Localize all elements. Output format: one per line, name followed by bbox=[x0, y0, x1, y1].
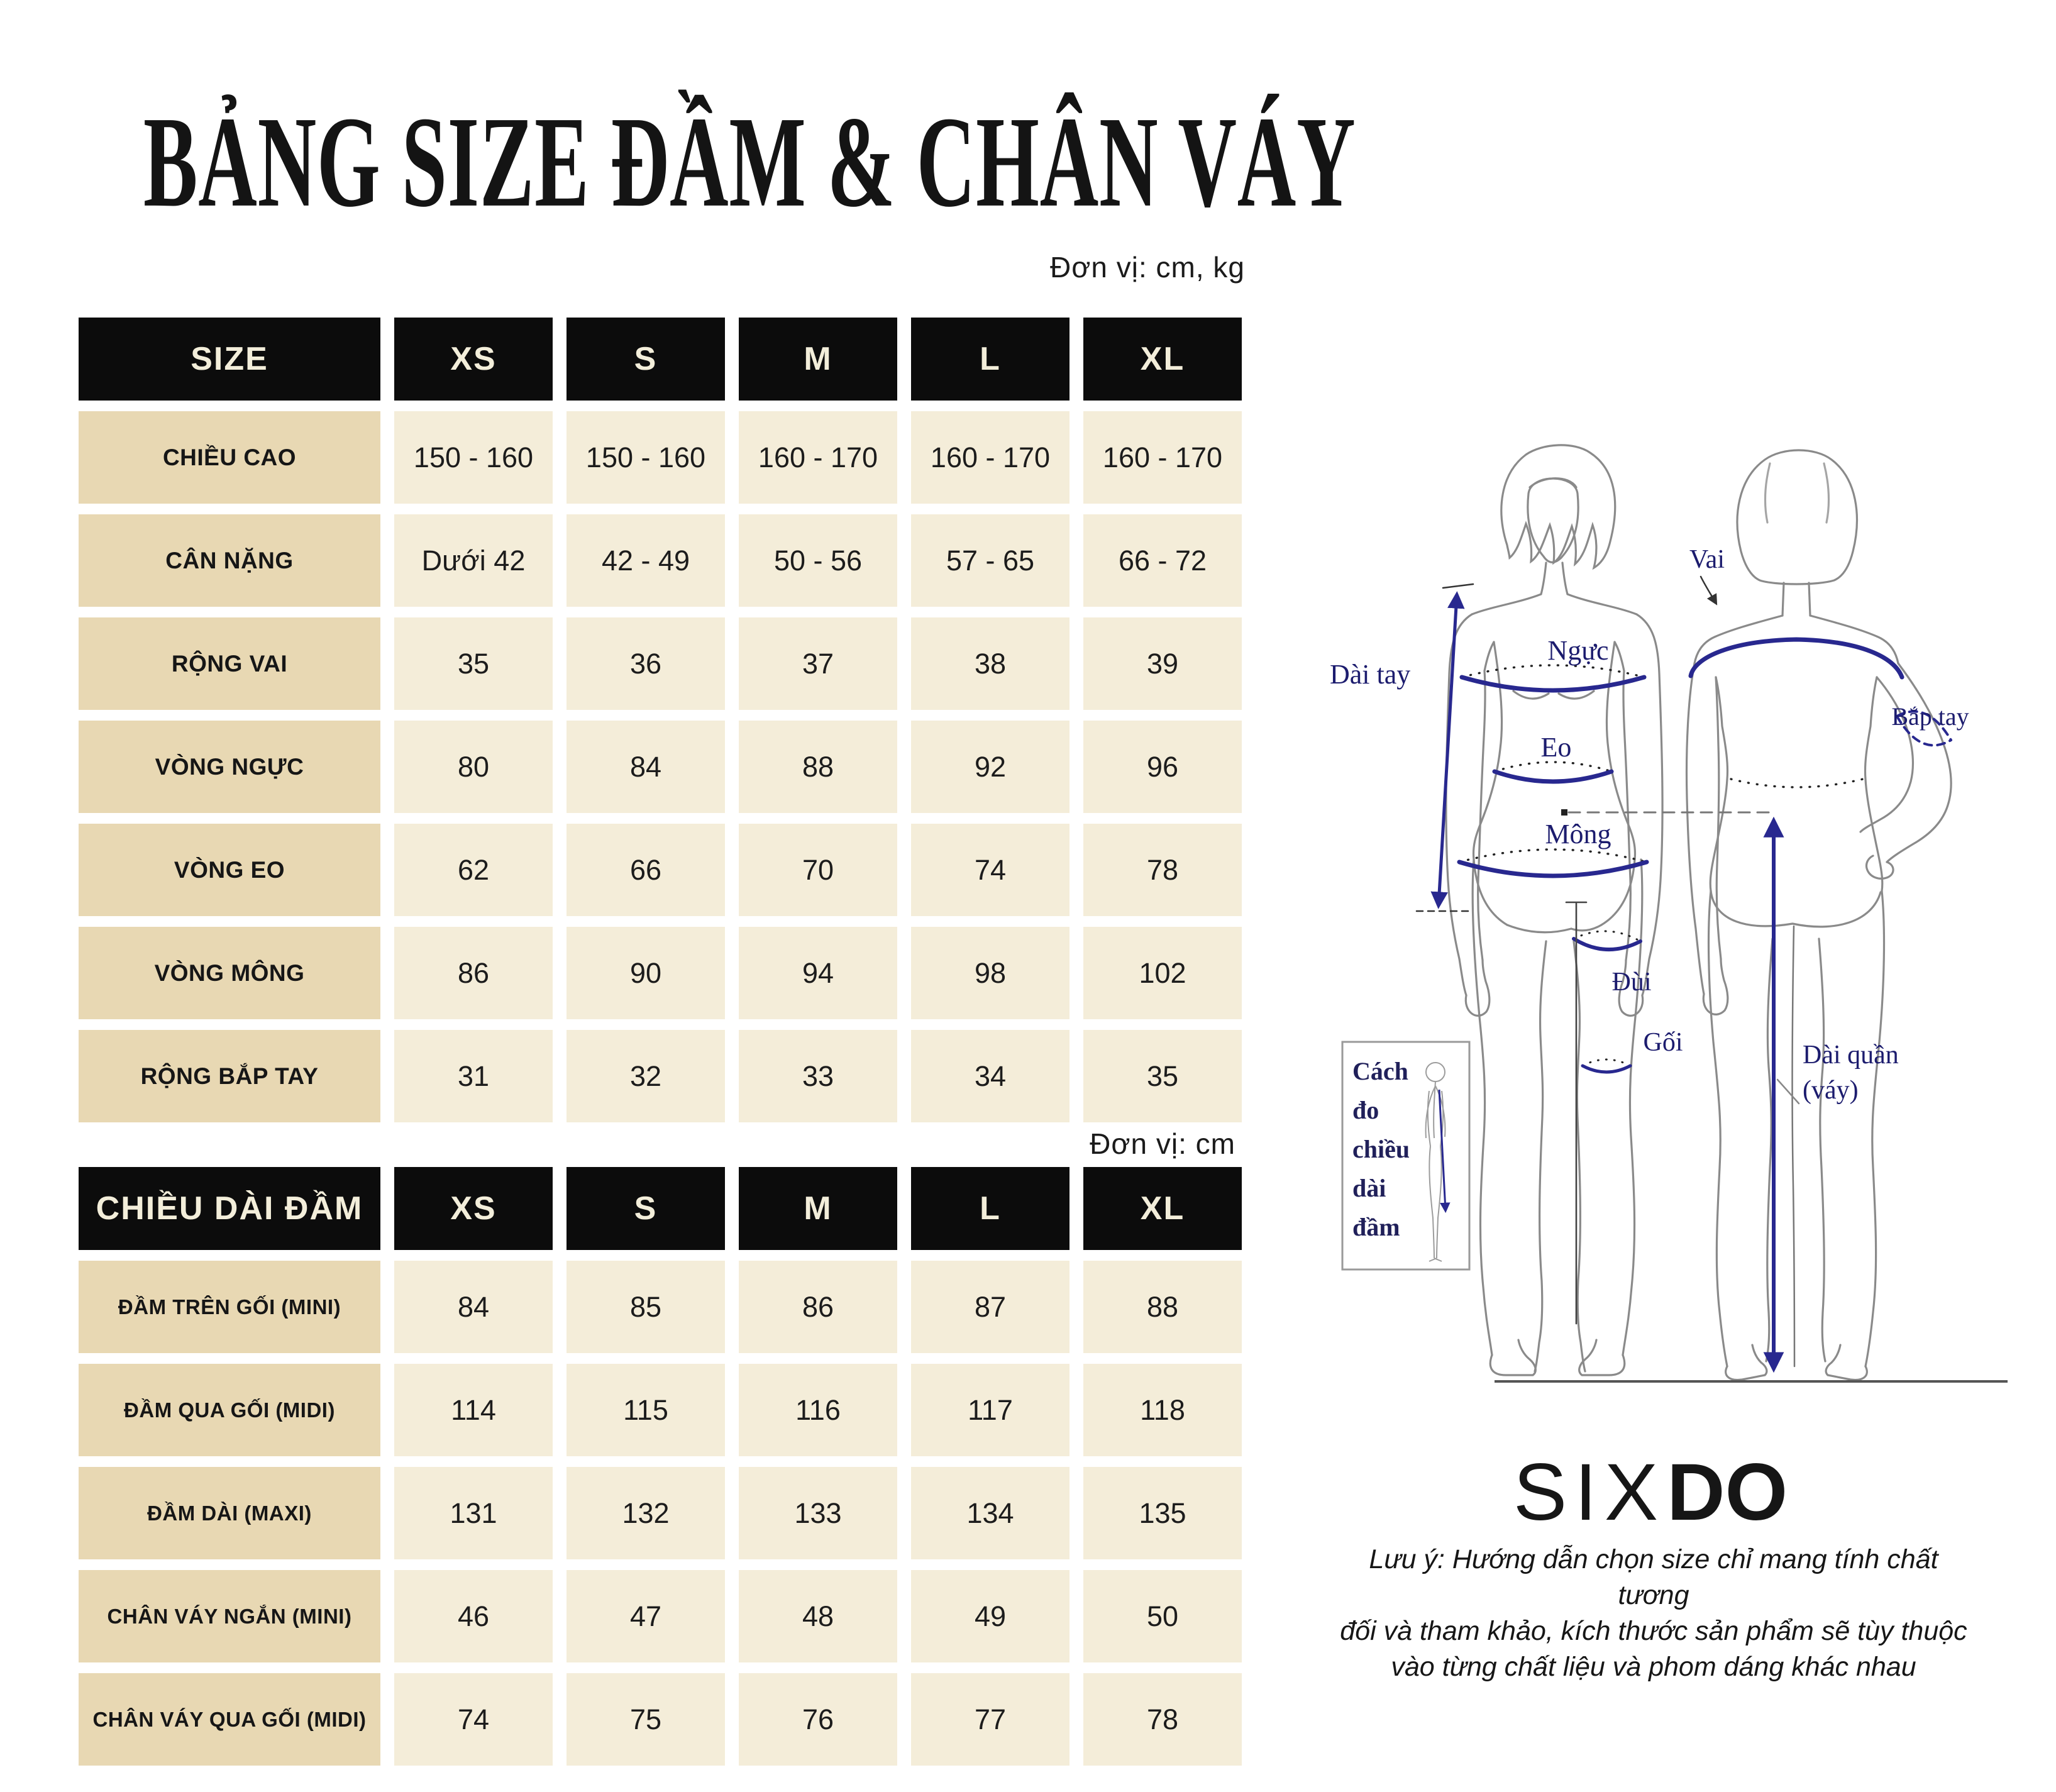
value-cell: 77 bbox=[911, 1673, 1069, 1766]
label-dai-quan-1: Dài quần bbox=[1803, 1041, 1899, 1070]
value-cell: 31 bbox=[394, 1030, 553, 1122]
value-cell: 132 bbox=[567, 1467, 725, 1559]
value-cell: 36 bbox=[567, 617, 725, 710]
value-cell: 85 bbox=[567, 1261, 725, 1353]
value-cell: 32 bbox=[567, 1030, 725, 1122]
label-nguc: Ngực bbox=[1547, 635, 1609, 666]
value-cell: 98 bbox=[911, 927, 1069, 1019]
front-figure-outline bbox=[1446, 445, 1662, 1375]
value-cell: 96 bbox=[1083, 721, 1242, 813]
row-label: RỘNG BẮP TAY bbox=[79, 1030, 380, 1122]
value-cell: 50 bbox=[1083, 1570, 1242, 1662]
value-cell: 49 bbox=[911, 1570, 1069, 1662]
row-label: VÒNG NGỰC bbox=[79, 721, 380, 813]
value-cell: 160 - 170 bbox=[1083, 411, 1242, 504]
value-cell: 62 bbox=[394, 824, 553, 916]
value-cell: 118 bbox=[1083, 1364, 1242, 1456]
row-label: ĐẦM TRÊN GỐI (MINI) bbox=[79, 1261, 380, 1353]
row-label: ĐẦM DÀI (MAXI) bbox=[79, 1467, 380, 1559]
dress-length-table bbox=[79, 1167, 1242, 1766]
row-label: VÒNG MÔNG bbox=[79, 927, 380, 1019]
value-cell: 39 bbox=[1083, 617, 1242, 710]
note-line: vào từng chất liệu và phom dáng khác nhau bbox=[1391, 1652, 1916, 1682]
value-cell: 38 bbox=[911, 617, 1069, 710]
value-cell: 34 bbox=[911, 1030, 1069, 1122]
value-cell: 160 - 170 bbox=[911, 411, 1069, 504]
unit-note-cm: Đơn vị: cm bbox=[1090, 1127, 1235, 1160]
header-cell: XS bbox=[394, 1167, 553, 1250]
label-bap-tay: Bắp tay bbox=[1891, 702, 1969, 731]
row-label: CÂN NẶNG bbox=[79, 514, 380, 607]
value-cell: 117 bbox=[911, 1364, 1069, 1456]
label-mong: Mông bbox=[1545, 819, 1611, 849]
value-cell: 86 bbox=[739, 1261, 897, 1353]
value-cell: 150 - 160 bbox=[394, 411, 553, 504]
header-cell: XS bbox=[394, 318, 553, 401]
value-cell: 50 - 56 bbox=[739, 514, 897, 607]
value-cell: 35 bbox=[1083, 1030, 1242, 1122]
sixdo-logo bbox=[1396, 1446, 1905, 1539]
measurement-marks bbox=[1417, 577, 1951, 1368]
size-table bbox=[79, 318, 1242, 1122]
disclaimer-note bbox=[1333, 1542, 1974, 1685]
value-cell: 87 bbox=[911, 1261, 1069, 1353]
label-dui: Đùi bbox=[1611, 968, 1652, 997]
value-cell: 131 bbox=[394, 1467, 553, 1559]
label-goi: Gối bbox=[1643, 1028, 1683, 1057]
header-cell: L bbox=[911, 1167, 1069, 1250]
value-cell: 90 bbox=[567, 927, 725, 1019]
value-cell: 92 bbox=[911, 721, 1069, 813]
row-label: CHÂN VÁY NGẮN (MINI) bbox=[79, 1570, 380, 1662]
value-cell: 76 bbox=[739, 1673, 897, 1766]
label-eo: Eo bbox=[1540, 732, 1572, 763]
header-cell: S bbox=[567, 1167, 725, 1250]
value-cell: 75 bbox=[567, 1673, 725, 1766]
label-vai: Vai bbox=[1689, 545, 1725, 574]
row-label: RỘNG VAI bbox=[79, 617, 380, 710]
header-cell: M bbox=[739, 318, 897, 401]
value-cell: 46 bbox=[394, 1570, 553, 1662]
row-label: ĐẦM QUA GỐI (MIDI) bbox=[79, 1364, 380, 1456]
row-label: VÒNG EO bbox=[79, 824, 380, 916]
value-cell: 84 bbox=[567, 721, 725, 813]
value-cell: 114 bbox=[394, 1364, 553, 1456]
value-cell: 88 bbox=[739, 721, 897, 813]
value-cell: 150 - 160 bbox=[567, 411, 725, 504]
header-cell: SIZE bbox=[79, 318, 380, 401]
page-title: BẢNG SIZE ĐẦM & CHÂN VÁY bbox=[143, 90, 1356, 235]
value-cell: Dưới 42 bbox=[394, 514, 553, 607]
header-cell: M bbox=[739, 1167, 897, 1250]
value-cell: 66 bbox=[567, 824, 725, 916]
logo-six: SIX bbox=[1513, 1447, 1666, 1537]
value-cell: 66 - 72 bbox=[1083, 514, 1242, 607]
logo-do: DO bbox=[1667, 1447, 1788, 1537]
value-cell: 70 bbox=[739, 824, 897, 916]
value-cell: 80 bbox=[394, 721, 553, 813]
value-cell: 74 bbox=[394, 1673, 553, 1766]
value-cell: 42 - 49 bbox=[567, 514, 725, 607]
value-cell: 35 bbox=[394, 617, 553, 710]
value-cell: 33 bbox=[739, 1030, 897, 1122]
value-cell: 102 bbox=[1083, 927, 1242, 1019]
value-cell: 88 bbox=[1083, 1261, 1242, 1353]
value-cell: 135 bbox=[1083, 1467, 1242, 1559]
note-line: Lưu ý: Hướng dẫn chọn size chỉ mang tính chất tương bbox=[1369, 1544, 1938, 1610]
header-cell: L bbox=[911, 318, 1069, 401]
unit-note-cm-kg: Đơn vị: cm, kg bbox=[1050, 251, 1245, 284]
measurement-figure bbox=[1292, 393, 2021, 1405]
value-cell: 133 bbox=[739, 1467, 897, 1559]
value-cell: 78 bbox=[1083, 824, 1242, 916]
header-cell: S bbox=[567, 318, 725, 401]
value-cell: 115 bbox=[567, 1364, 725, 1456]
value-cell: 57 - 65 bbox=[911, 514, 1069, 607]
value-cell: 78 bbox=[1083, 1673, 1242, 1766]
measure-box bbox=[1342, 1042, 1469, 1269]
row-label: CHIỀU CAO bbox=[79, 411, 380, 504]
label-dai-tay: Dài tay bbox=[1330, 659, 1411, 690]
value-cell: 47 bbox=[567, 1570, 725, 1662]
measure-box-line: đầm bbox=[1352, 1213, 1400, 1241]
value-cell: 48 bbox=[739, 1570, 897, 1662]
measure-box-line: đo bbox=[1352, 1096, 1379, 1124]
value-cell: 160 - 170 bbox=[739, 411, 897, 504]
header-cell: CHIỀU DÀI ĐẦM bbox=[79, 1167, 380, 1250]
value-cell: 116 bbox=[739, 1364, 897, 1456]
measure-box-line: chiều bbox=[1352, 1135, 1410, 1163]
measure-box-line: Cách bbox=[1352, 1057, 1408, 1085]
value-cell: 84 bbox=[394, 1261, 553, 1353]
label-dai-quan-2: (váy) bbox=[1803, 1076, 1859, 1105]
back-figure-outline bbox=[1687, 450, 1952, 1380]
value-cell: 94 bbox=[739, 927, 897, 1019]
note-line: đối và tham khảo, kích thước sản phẩm sẽ tùy thuộc bbox=[1340, 1616, 1967, 1646]
value-cell: 74 bbox=[911, 824, 1069, 916]
value-cell: 37 bbox=[739, 617, 897, 710]
row-label: CHÂN VÁY QUA GỐI (MIDI) bbox=[79, 1673, 380, 1766]
header-cell: XL bbox=[1083, 1167, 1242, 1250]
measure-box-line: dài bbox=[1352, 1174, 1386, 1202]
value-cell: 86 bbox=[394, 927, 553, 1019]
value-cell: 134 bbox=[911, 1467, 1069, 1559]
header-cell: XL bbox=[1083, 318, 1242, 401]
